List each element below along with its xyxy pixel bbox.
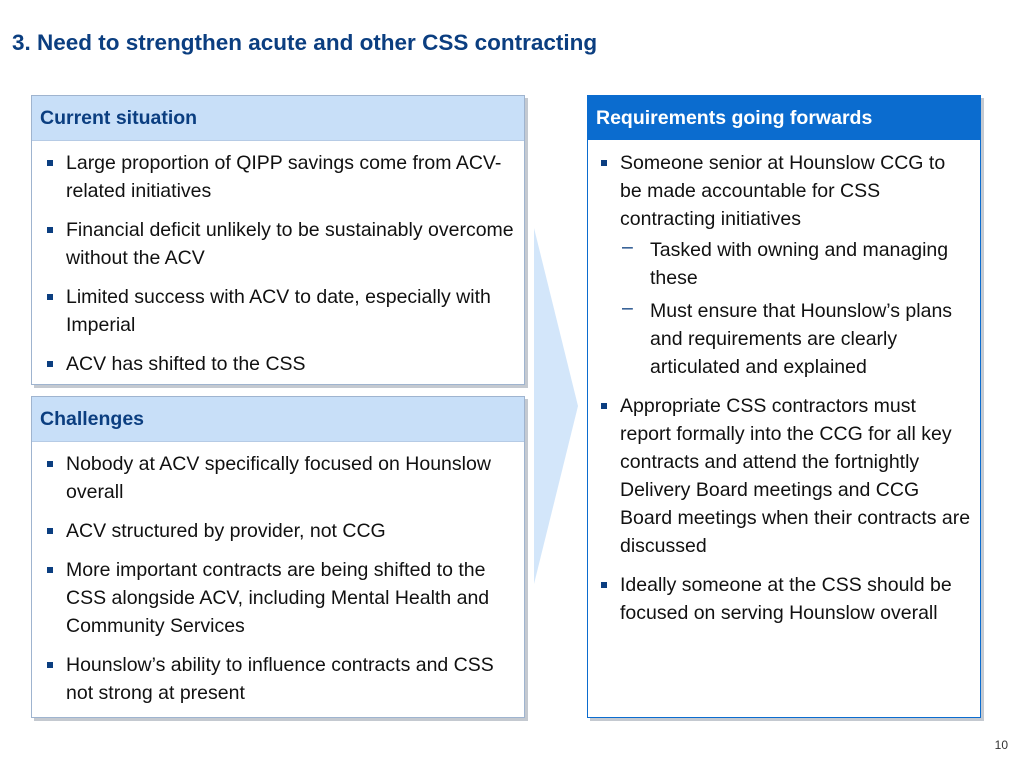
requirements-panel <box>587 95 981 718</box>
list-item: ACV has shifted to the CSS <box>40 350 516 378</box>
challenges-panel <box>31 396 525 718</box>
list-item: Hounslow’s ability to influence contracts and CSS not strong at present <box>40 651 516 707</box>
bullet-square-icon <box>47 662 53 668</box>
bullet-square-icon <box>47 528 53 534</box>
list-item: Someone senior at Hounslow CCG to be made accountable for CSS contracting initiatives – Tasked with owning and managing these – Must ensure that Hounslow’s plans and requirements are clearly articulated and explained <box>594 149 972 381</box>
current-situation-panel <box>31 95 525 385</box>
list-item: More important contracts are being shifted to the CSS alongside ACV, including Mental Health and Community Services <box>40 556 516 640</box>
page-number: 10 <box>994 738 1008 752</box>
dash-bullet-icon: – <box>622 236 633 258</box>
bullet-square-icon <box>47 361 53 367</box>
sub-list-item: – Must ensure that Hounslow’s plans and requirements are clearly articulated and explained <box>622 297 953 378</box>
current-situation-list <box>32 141 524 378</box>
bullet-square-icon <box>47 294 53 300</box>
list-item: Ideally someone at the CSS should be focused on serving Hounslow overall <box>594 571 972 627</box>
bullet-square-icon <box>601 582 607 588</box>
list-item: Large proportion of QIPP savings come from ACV-related initiatives <box>40 149 516 205</box>
current-situation-header: Current situation <box>32 96 524 141</box>
bullet-square-icon <box>47 160 53 166</box>
sub-list <box>620 236 972 381</box>
bullet-square-icon <box>47 227 53 233</box>
list-item: Limited success with ACV to date, especially with Imperial <box>40 283 516 339</box>
page-title: 3. Need to strengthen acute and other CSS contracting <box>12 30 598 55</box>
list-item: Appropriate CSS contractors must report formally into the CCG for all key contracts and attend the fortnightly Delivery Board meetings and CCG Board meetings when their contracts are discussed <box>594 392 972 560</box>
bullet-square-icon <box>47 567 53 573</box>
list-item: Financial deficit unlikely to be sustainably overcome without the ACV <box>40 216 516 272</box>
right-arrow-icon <box>534 228 578 584</box>
list-item: ACV structured by provider, not CCG <box>40 517 516 545</box>
dash-bullet-icon: – <box>622 297 633 319</box>
bullet-square-icon <box>601 403 607 409</box>
requirements-header: Requirements going forwards <box>588 96 980 140</box>
requirements-list <box>588 140 980 627</box>
list-item: Nobody at ACV specifically focused on Hounslow overall <box>40 450 516 506</box>
bullet-square-icon <box>601 160 607 166</box>
challenges-list <box>32 442 524 707</box>
bullet-square-icon <box>47 461 53 467</box>
sub-list-item: – Tasked with owning and managing these <box>622 236 949 289</box>
challenges-header: Challenges <box>32 397 524 442</box>
